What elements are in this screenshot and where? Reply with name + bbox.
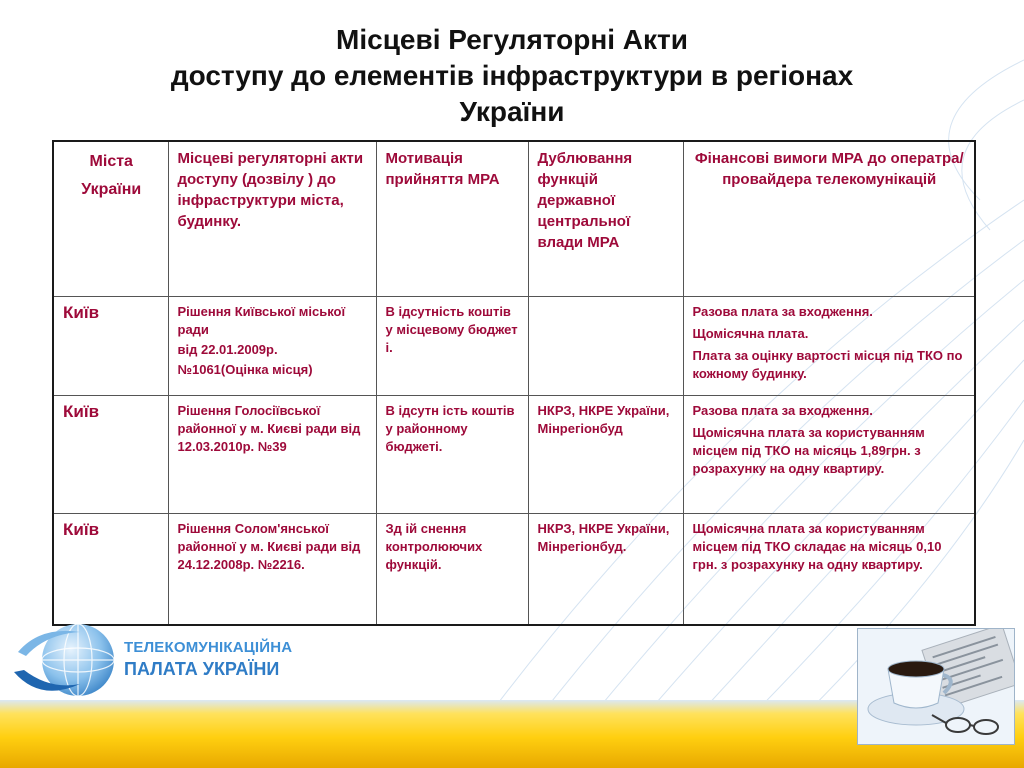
logo-text-line-1: ТЕЛЕКОМУНІКАЦІЙНА — [124, 639, 293, 656]
duplication-cell: НКРЗ, НКРЕ України, Мінрегіонбуд — [528, 395, 683, 513]
globe-swoosh-icon — [10, 612, 122, 704]
header-cities — [53, 141, 168, 296]
motivation-cell: В ідсутність коштів у місцевому бюджет і. — [376, 296, 528, 395]
acts-line: №1061(Оцінка місця) — [177, 361, 313, 377]
table-row — [53, 395, 975, 513]
title-line-3: України — [459, 96, 565, 127]
duplication-cell: НКРЗ, НКРЕ України, Мінрегіонбуд. — [528, 513, 683, 625]
acts-line: від 22.01.2009р. — [177, 341, 278, 357]
slide-title — [60, 22, 964, 130]
motivation-cell: Зд ій снення контролюючих функцій. — [376, 513, 528, 625]
header-financial: Фінансові вимоги МРА до оператра/провайдера телекомунікацій — [683, 141, 975, 296]
duplication-cell — [528, 296, 683, 395]
header-cities-line-1: Міста — [89, 153, 133, 170]
financial-cell — [683, 513, 975, 625]
header-acts: Місцеві регуляторні акти доступу (дозвілу ) до інфраструктури міста, будинку. — [168, 141, 376, 296]
acts-cell: Рішення Голосіївської районної у м. Києві ради від 12.03.2010р. №39 — [168, 395, 376, 513]
financial-cell — [683, 296, 975, 395]
acts-cell — [168, 296, 376, 395]
financial-line: Разова плата за входження. — [692, 303, 873, 319]
financial-line: Разова плата за входження. — [692, 402, 873, 418]
city-cell: Київ — [53, 296, 168, 395]
chamber-logo — [10, 612, 310, 704]
header-duplication: Дублювання функцій державної центральної влади МРА — [528, 141, 683, 296]
header-cities-line-2: України — [81, 181, 142, 198]
table-row — [53, 513, 975, 625]
table-header-row — [53, 141, 975, 296]
city-cell: Київ — [53, 513, 168, 625]
financial-line: Щомісячна плата за користуванням місцем під ТКО складає на місяць 0,10 грн. з розрахунку на одну квартиру. — [692, 520, 942, 572]
financial-line: Плата за оцінку вартості місця під ТКО по кожному будинку. — [692, 347, 963, 381]
regulatory-acts-table — [52, 140, 976, 626]
financial-cell — [683, 395, 975, 513]
coffee-cup-newspaper-glasses-photo — [857, 628, 1015, 745]
city-cell: Київ — [53, 395, 168, 513]
header-motivation: Мотивація прийняття МРА — [376, 141, 528, 296]
title-line-1: Місцеві Регуляторні Акти — [336, 24, 688, 55]
motivation-cell: В ідсутн ість коштів у районному бюджеті. — [376, 395, 528, 513]
table-row — [53, 296, 975, 395]
acts-cell: Рішення Солом'янської районної у м. Києві ради від 24.12.2008р. №2216. — [168, 513, 376, 625]
logo-text-line-2: ПАЛАТА УКРАЇНИ — [124, 659, 280, 679]
acts-line: Рішення Київської міської ради — [177, 303, 346, 337]
financial-line: Щомісячна плата. — [692, 325, 809, 341]
financial-line: Щомісячна плата за користуванням місцем під ТКО на місяць 1,89грн. з розрахунку на одну квартиру. — [692, 424, 925, 476]
title-line-2: доступу до елементів інфраструктури в регіонах — [170, 60, 854, 91]
